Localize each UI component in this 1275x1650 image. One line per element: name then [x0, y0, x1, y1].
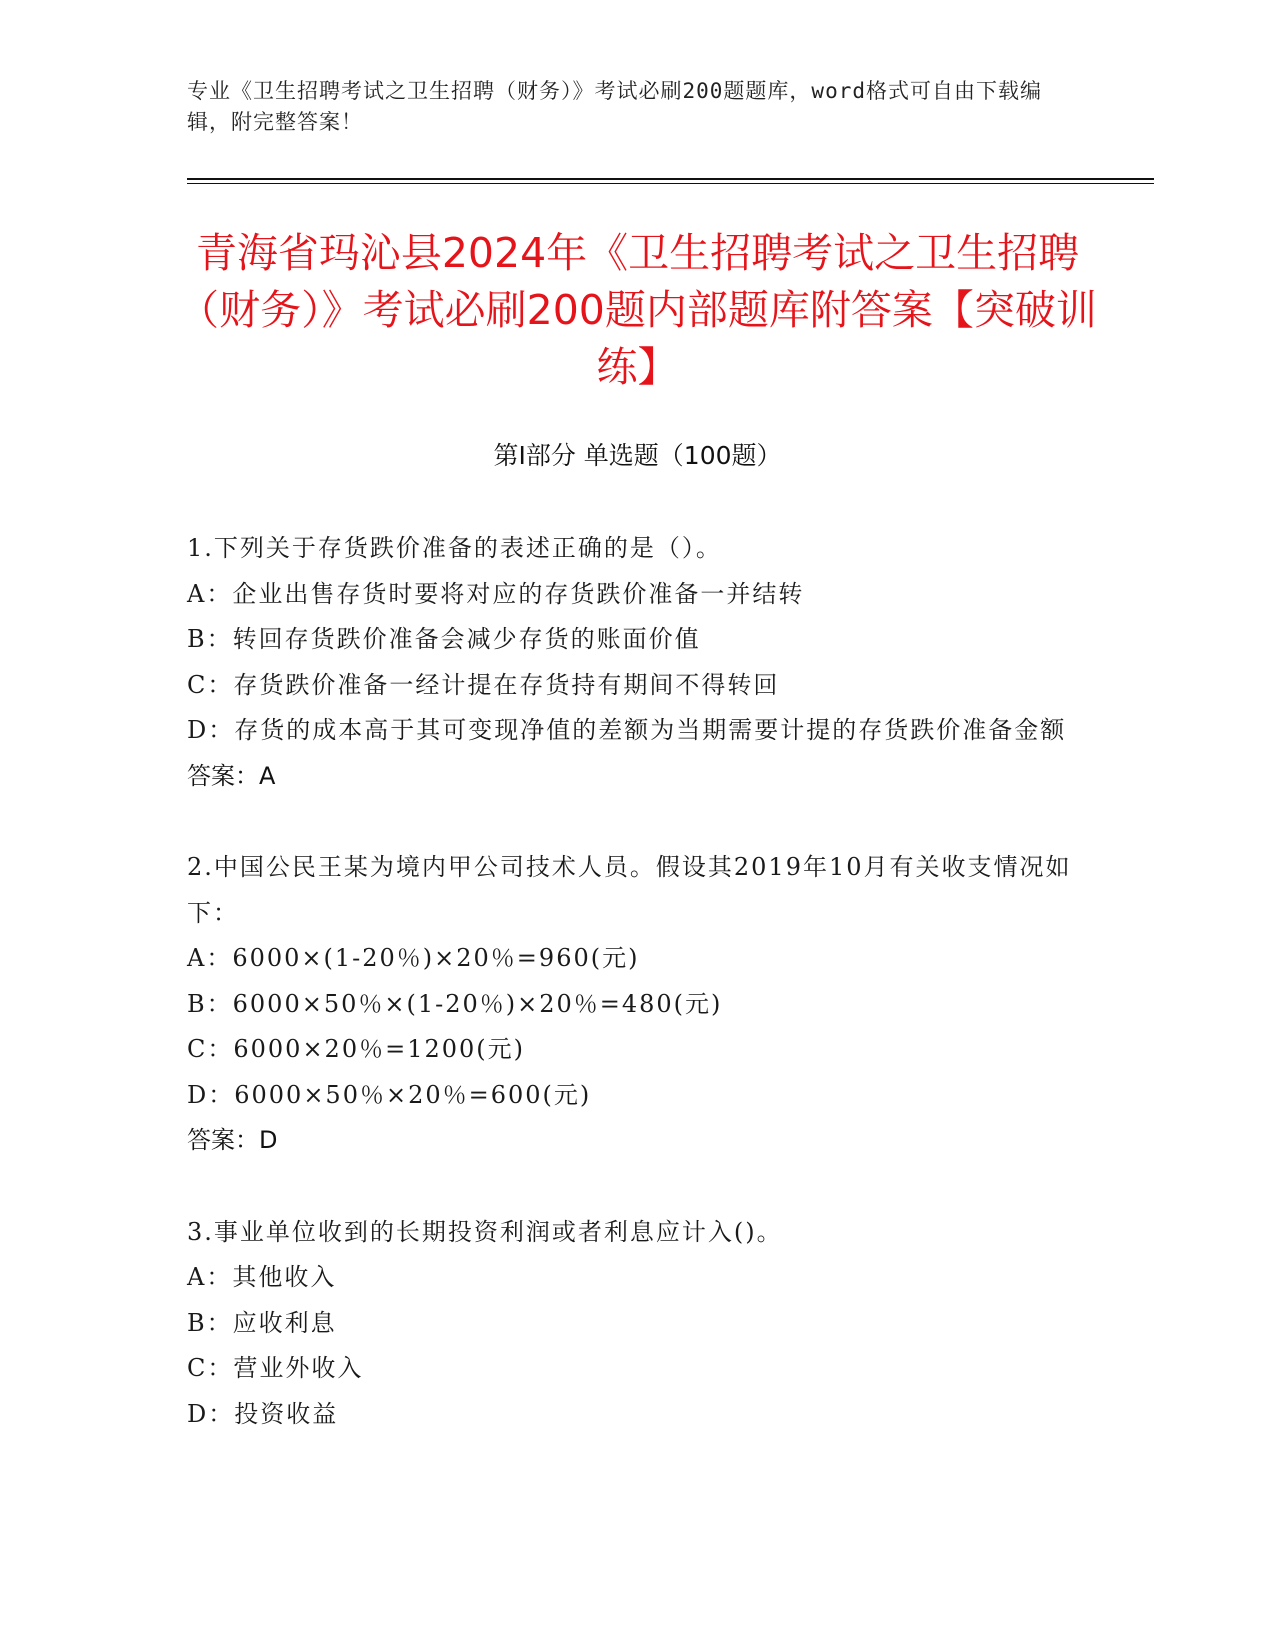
section-title: 第I部分 单选题（100题）	[493, 441, 782, 470]
header-rule-thick	[187, 178, 1154, 180]
option-c: C：营业外收入	[187, 1354, 364, 1382]
question-list	[187, 526, 1077, 1483]
question-stem: 1.下列关于存货跌价准备的表述正确的是（）。	[187, 534, 722, 562]
option-a: A：6000×(1-20％)×20％=960(元)	[187, 944, 640, 972]
option-b: B：转回存货跌价准备会减少存货的账面价值	[187, 625, 701, 653]
option-b: B：应收利息	[187, 1308, 337, 1337]
option-a: A：其他收入	[187, 1263, 337, 1291]
option-d: D：投资收益	[187, 1399, 339, 1428]
option-b: B：6000×50％×(1-20％)×20％=480(元)	[187, 989, 723, 1018]
question-3	[187, 1210, 1077, 1438]
question-1	[187, 526, 1077, 799]
option-c: C：6000×20％=1200(元)	[187, 1035, 526, 1063]
option-d: D：6000×50％×20％=600(元)	[187, 1080, 592, 1109]
question-stem: 3.事业单位收到的长期投资利润或者利息应计入()。	[187, 1217, 783, 1246]
document-title: 青海省玛沁县2024年《卫生招聘考试之卫生招聘（财务）》考试必刷200题内部题库附答案【突破训练】	[178, 229, 1097, 391]
option-a: A：企业出售存货时要将对应的存货跌价准备一并结转	[187, 579, 805, 608]
option-d: D：存货的成本高于其可变现净值的差额为当期需要计提的存货跌价准备金额	[187, 716, 1067, 744]
header-rule-thin	[187, 183, 1154, 184]
question-2	[187, 845, 1077, 1164]
header-note: 专业《卫生招聘考试之卫生招聘（财务）》考试必刷200题题库，word格式可自由下载编辑，附完整答案！	[187, 79, 1042, 134]
answer: 答案：D	[187, 1126, 278, 1154]
question-stem: 2.中国公民王某为境内甲公司技术人员。假设其2019年10月有关收支情况如下：	[187, 853, 1072, 927]
option-c: C：存货跌价准备一经计提在存货持有期间不得转回	[187, 670, 780, 699]
answer: 答案：A	[187, 761, 276, 790]
